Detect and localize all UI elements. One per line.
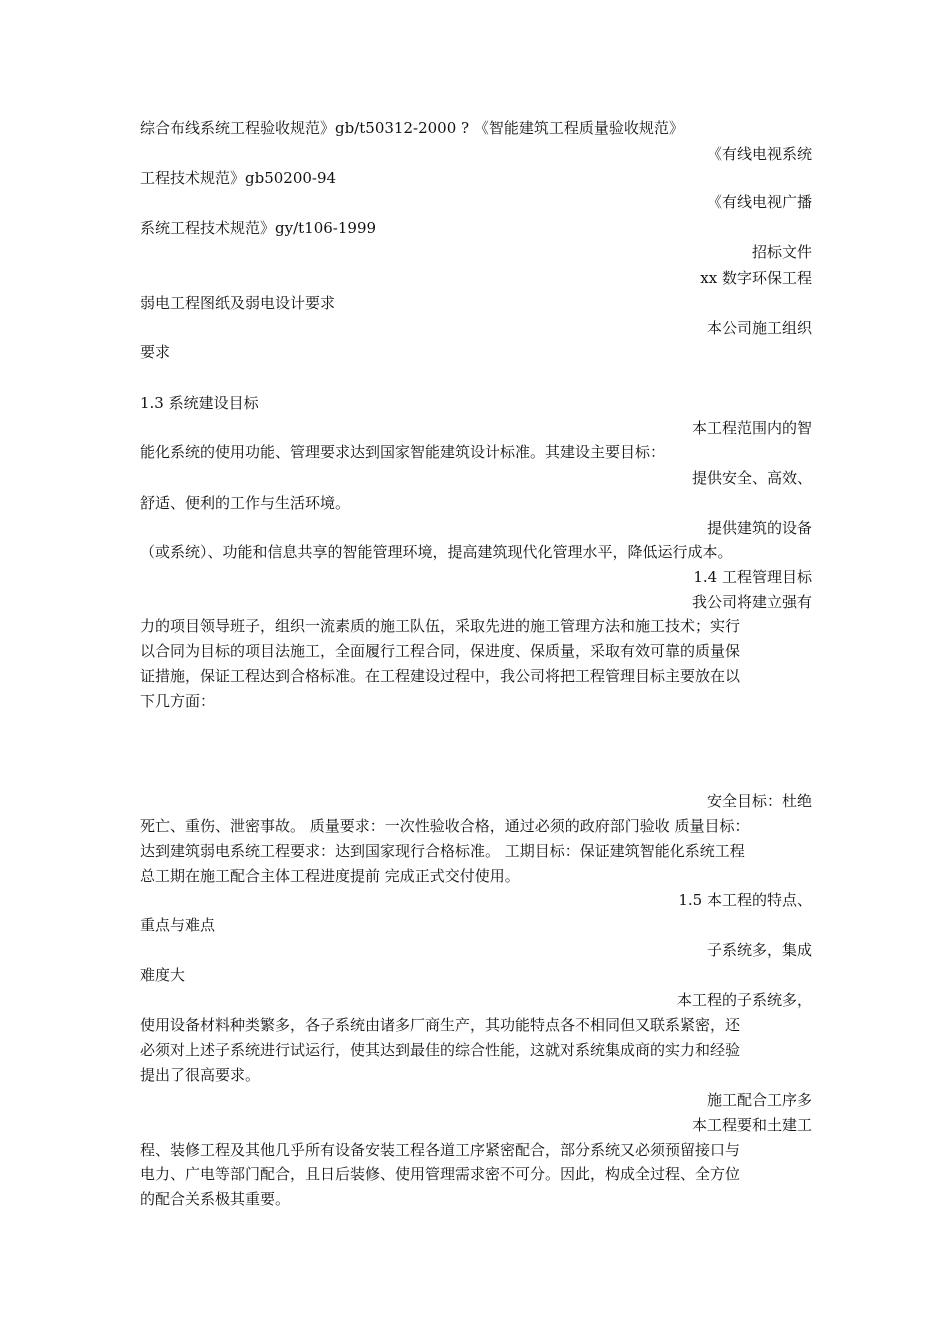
text-line: xx 数字环保工程 <box>700 269 812 287</box>
section-heading: 1.4 工程管理目标 <box>693 568 812 586</box>
text-line: 《有线电视系统 <box>706 145 812 163</box>
section-heading: 1.5 本工程的特点、 <box>678 891 812 909</box>
text-line: 综合布线系统工程验收规范》gb/t50312-2000 ? 《智能建筑工程质量验收规范》 <box>140 119 684 137</box>
text-line: 的配合关系极其重要。 <box>140 1190 291 1208</box>
text-line: 系统工程技术规范》gy/t106-1999 <box>140 219 377 237</box>
text-line: 本工程要和土建工 <box>691 1116 812 1134</box>
text-line: 能化系统的使用功能、管理要求达到国家智能建筑设计标准。其建设主要目标： <box>140 443 666 461</box>
section-heading: 1.3 系统建设目标 <box>140 394 259 412</box>
text-line: （或系统）、功能和信息共享的智能管理环境，提高建筑现代化管理水平，降低运行成本。 <box>140 543 733 561</box>
text-line: 证措施，保证工程达到合格标准。在工程建设过程中，我公司将把工程管理目标主要放在以 <box>140 667 741 685</box>
text-line: 安全目标：杜绝 <box>706 792 812 810</box>
text-line: 本工程范围内的智 <box>691 419 812 437</box>
text-line: 要求 <box>140 343 171 361</box>
text-line: 力的项目领导班子，组织一流素质的施工队伍，采取先进的施工管理方法和施工技术；实行 <box>140 617 741 635</box>
text-line: 电力、广电等部门配合，且日后装修、使用管理需求密不可分。因此，构成全过程、全方位 <box>140 1165 741 1183</box>
text-line: 招标文件 <box>751 243 812 261</box>
text-line: 弱电工程图纸及弱电设计要求 <box>140 294 336 312</box>
text-line: 施工配合工序多 <box>706 1091 812 1109</box>
text-line: 达到建筑弱电系统工程要求：达到国家现行合格标准。 工期目标：保证建筑智能化系统工程 <box>140 842 745 860</box>
text-line: 工程技术规范》gb50200-94 <box>140 169 337 187</box>
text-line: 子系统多，集成 <box>706 941 812 959</box>
text-line: 提供安全、高效、 <box>691 469 812 487</box>
text-line: 本公司施工组织 <box>706 319 812 337</box>
text-line: 以合同为目标的项目法施工，全面履行工程合同，保进度、保质量，采取有效可靠的质量保 <box>140 642 741 660</box>
text-line: 下几方面： <box>140 692 216 710</box>
text-line: 使用设备材料种类繁多，各子系统由诸多厂商生产，其功能特点各不相同但又联系紧密，还 <box>140 1016 741 1034</box>
text-line: 本工程的子系统多， <box>676 991 812 1009</box>
text-line: 总工期在施工配合主体工程进度提前 完成正式交付使用。 <box>140 867 520 885</box>
text-line: 舒适、便利的工作与生活环境。 <box>140 494 351 512</box>
text-line: 《有线电视广播 <box>706 193 812 211</box>
text-line: 死亡、重伤、泄密事故。 质量要求：一次性验收合格，通过必须的政府部门验收 质量目标： <box>140 817 750 835</box>
text-line: 提供建筑的设备 <box>706 519 812 537</box>
text-line: 必须对上述子系统进行试运行，使其达到最佳的综合性能，这就对系统集成商的实力和经验 <box>140 1041 741 1059</box>
text-line: 我公司将建立强有 <box>691 593 812 611</box>
text-line: 难度大 <box>140 966 186 984</box>
text-line: 提出了很高要求。 <box>140 1066 261 1084</box>
text-line: 重点与难点 <box>140 916 216 934</box>
text-line: 程、装修工程及其他几乎所有设备安装工程各道工序紧密配合，部分系统又必须预留接口与 <box>140 1141 741 1159</box>
